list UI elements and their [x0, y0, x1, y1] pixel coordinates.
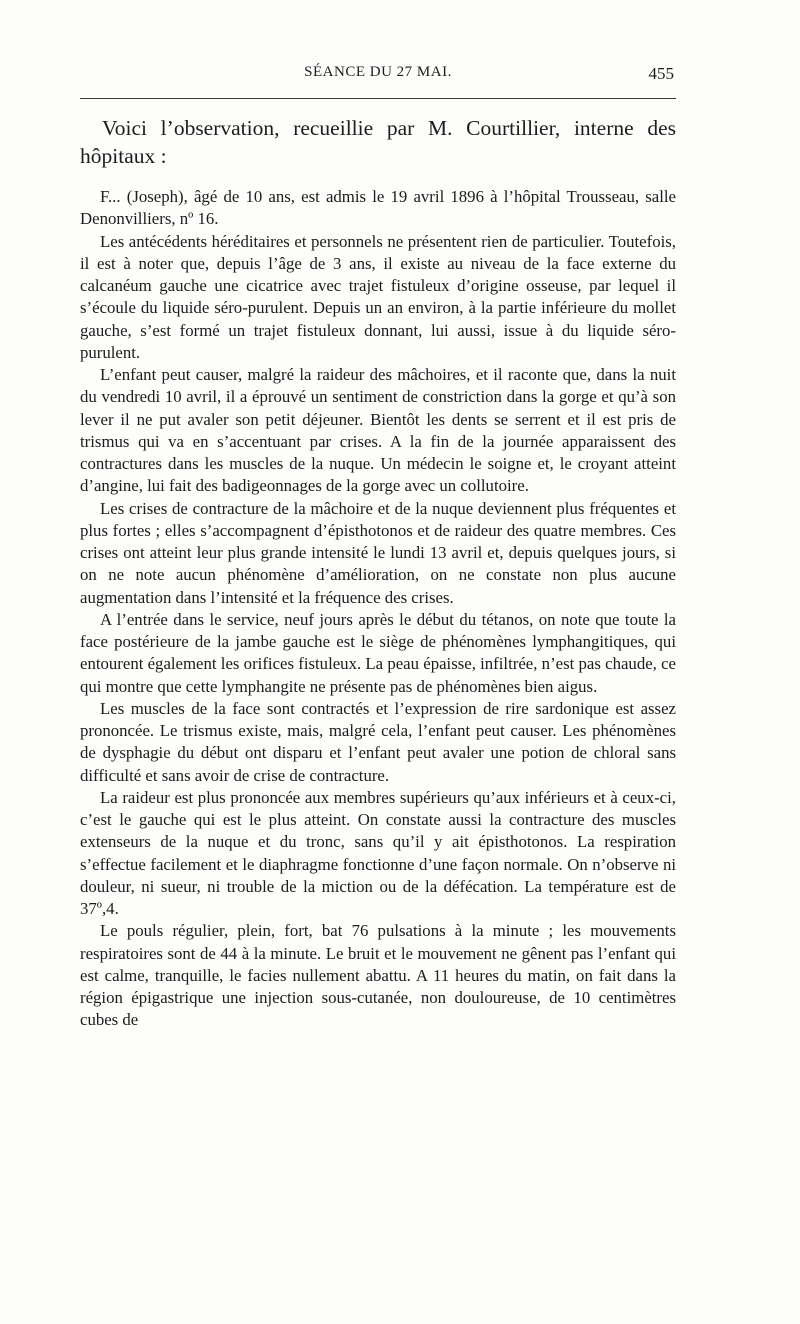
paragraph-entry: A l’entrée dans le service, neuf jours après le début du tétanos, on note que toute la face postérieure de la jambe gauche est le siège de phénomènes lymphangitiques, qui entourent également les orifices fistuleux. La peau épaisse, infiltrée, n’est pas chaude, ce qui montre que cette lymphangite ne présente pas de phénomènes bien aigus.: [80, 609, 676, 696]
observation-text: [80, 186, 676, 1032]
running-header-title: SÉANCE DU 27 MAI.: [304, 64, 452, 80]
paragraph-admission: F... (Joseph), âgé de 10 ans, est admis le 19 avril 1896 à l’hôpital Trousseau, salle Denonvilliers, nº 16.: [80, 187, 676, 229]
running-header: [80, 64, 676, 88]
paragraph-rigidity: La raideur est plus prononcée aux membres supérieurs qu’aux inférieurs et à ceux-ci, c’est le gauche qui est le plus atteint. On constate aussi la contracture des muscles extenseurs de la nuque et du tronc, sans qu’il y ait épisthotonos. La respiration s’effectue facilement et le diaphragme fonctionne d’une façon normale. On n’observe ni douleur, ni sueur, ni trouble de la miction ou de la défécation. La température est de 37º,4.: [80, 787, 676, 918]
paragraph-pulse: Le pouls régulier, plein, fort, bat 76 pulsations à la minute ; les mouvements respiratoires sont de 44 à la minute. Le bruit et le mouvement ne gênent pas l’enfant qui est calme, tranquille, le facies nullement abattu. A 11 heures du matin, on fait dans la région épigastrique une injection sous-cutanée, non douloureuse, de 10 centimètres cubes de: [80, 921, 676, 1030]
paragraph-crises: Les crises de contracture de la mâchoire et de la nuque deviennent plus fréquentes et plus fortes ; elles s’accompagnent d’épisthotonos et de raideur des quatre membres. Ces crises ont atteint leur plus grande intensité le lundi 13 avril et, depuis quelques jours, si on ne note aucun phénomène d’amélioration, on ne constate non plus aucune augmentation dans l’intensité et la fréquence des crises.: [80, 498, 676, 607]
paragraph-face-muscles: Les muscles de la face sont contractés et l’expression de rire sardonique est assez prononcée. Le trismus existe, mais, malgré cela, l’enfant peut causer. Les phénomènes de dysphagie du début ont disparu et l’enfant peut avaler une potion de chloral sans difficulté et sans avoir de crise de contracture.: [80, 698, 676, 785]
header-rule: [80, 98, 676, 99]
page-number: 455: [648, 64, 674, 83]
paragraph-antecedents: Les antécédents héréditaires et personnels ne présentent rien de particulier. Toutefois, il est à noter que, depuis l’âge de 3 ans, il existe au niveau de la face externe du calcanéum gauche une cicatrice avec trajet fistuleux d’origine osseuse, par lequel il s’écoule du liquide séro-purulent. Depuis un an environ, à la partie inférieure du mollet gauche, s’est formé un trajet fistuleux donnant, lui aussi, issue à du liquide séro-purulent.: [80, 231, 676, 362]
paragraph-onset: L’enfant peut causer, malgré la raideur des mâchoires, et il raconte que, dans la nuit du vendredi 10 avril, il a éprouvé un sentiment de constriction dans la gorge et qu’à son lever il ne put avaler son petit déjeuner. Bientôt les dents se serrent et il est pris de trismus qui va en s’accentuant par crises. A la fin de la journée apparaissent des contractures dans les muscles de la nuque. Un médecin le soigne et, le croyant atteint d’angine, lui fait des badigeonnages de la gorge avec un collutoire.: [80, 365, 676, 496]
intro-paragraph: Voici l’observation, recueillie par M. Courtillier, interne des hôpitaux :: [80, 116, 676, 168]
